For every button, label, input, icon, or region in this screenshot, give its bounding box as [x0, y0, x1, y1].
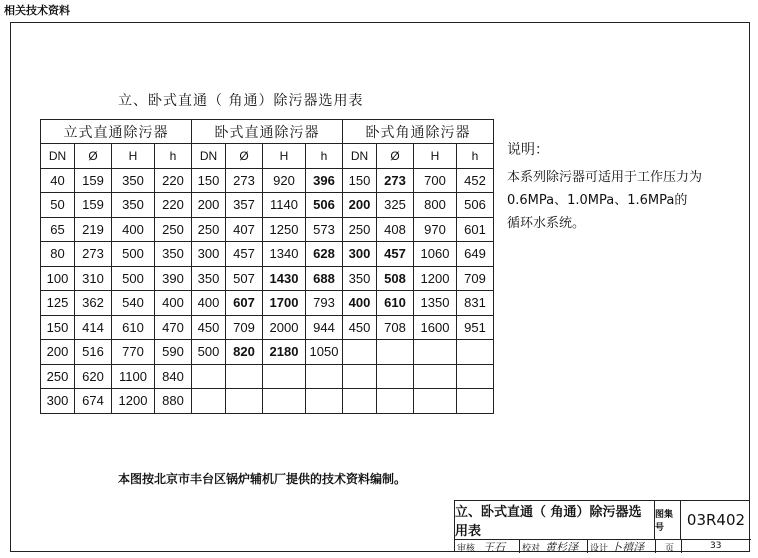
- table-cell: 700: [414, 168, 457, 193]
- table-cell: 400: [343, 291, 377, 316]
- table-cell: [457, 389, 494, 414]
- table-cell: 457: [377, 242, 414, 267]
- atlas-label: 图集号: [655, 501, 681, 539]
- table-cell: [263, 389, 306, 414]
- table-cell: 300: [343, 242, 377, 267]
- table-cell: [414, 389, 457, 414]
- table-cell: [343, 364, 377, 389]
- table-cell: 2180: [263, 340, 306, 365]
- title-block: [454, 500, 750, 552]
- table-title: 立、卧式直通（ 角通）除污器选用表: [118, 93, 364, 109]
- column-header: H: [414, 144, 457, 169]
- table-cell: 159: [75, 193, 112, 218]
- table-cell: 820: [226, 340, 263, 365]
- table-cell: [414, 340, 457, 365]
- table-cell: 1350: [414, 291, 457, 316]
- review-signature: 王石: [483, 541, 505, 554]
- table-cell: 150: [343, 168, 377, 193]
- table-cell: 357: [226, 193, 263, 218]
- table-row: [41, 193, 494, 218]
- table-cell: 125: [41, 291, 75, 316]
- table-cell: 1250: [263, 217, 306, 242]
- table-cell: [226, 389, 263, 414]
- table-cell: 610: [112, 315, 155, 340]
- table-cell: 350: [343, 266, 377, 291]
- table-cell: 2000: [263, 315, 306, 340]
- check-label: 校对: [522, 544, 541, 554]
- table-cell: 516: [75, 340, 112, 365]
- table-cell: 590: [155, 340, 192, 365]
- table-cell: 1430: [263, 266, 306, 291]
- table-cell: 1600: [414, 315, 457, 340]
- table-cell: 150: [41, 315, 75, 340]
- page-label: 页: [665, 544, 675, 554]
- divider: [519, 540, 520, 553]
- table-cell: 150: [192, 168, 226, 193]
- table-cell: 880: [155, 389, 192, 414]
- table-cell: 1050: [306, 340, 343, 365]
- group-header: 卧式角通除污器: [343, 120, 494, 144]
- table-cell: 65: [41, 217, 75, 242]
- table-cell: 250: [155, 217, 192, 242]
- table-cell: 709: [226, 315, 263, 340]
- divider: [655, 540, 656, 553]
- table-cell: 350: [112, 168, 155, 193]
- table-cell: 250: [343, 217, 377, 242]
- table-cell: 220: [155, 193, 192, 218]
- design-signature: 卜禧泽: [611, 541, 644, 554]
- design-label: 设计: [590, 544, 609, 554]
- table-cell: 350: [192, 266, 226, 291]
- table-cell: [192, 389, 226, 414]
- table-cell: [192, 364, 226, 389]
- table-cell: 300: [41, 389, 75, 414]
- table-cell: 407: [226, 217, 263, 242]
- table-cell: 408: [377, 217, 414, 242]
- table-cell: 1340: [263, 242, 306, 267]
- group-header: 卧式直通除污器: [192, 120, 343, 144]
- divider: [681, 540, 682, 553]
- check-signature: 黄杉泽: [545, 541, 578, 554]
- notes-line: 循环水系统。: [507, 216, 586, 231]
- table-cell: [414, 364, 457, 389]
- table-cell: [377, 364, 414, 389]
- table-row: [41, 315, 494, 340]
- table-cell: 793: [306, 291, 343, 316]
- table-cell: 450: [192, 315, 226, 340]
- table-cell: 219: [75, 217, 112, 242]
- table-row: [41, 242, 494, 267]
- table-cell: 396: [306, 168, 343, 193]
- table-cell: 1140: [263, 193, 306, 218]
- table-cell: 300: [192, 242, 226, 267]
- atlas-number: 03R402: [686, 511, 746, 529]
- table-cell: 250: [192, 217, 226, 242]
- table-cell: 400: [112, 217, 155, 242]
- table-cell: 457: [226, 242, 263, 267]
- table-cell: 273: [75, 242, 112, 267]
- table-cell: 500: [112, 242, 155, 267]
- table-cell: 80: [41, 242, 75, 267]
- table-cell: 470: [155, 315, 192, 340]
- table-cell: 40: [41, 168, 75, 193]
- table-cell: 540: [112, 291, 155, 316]
- table-cell: 508: [377, 266, 414, 291]
- table-cell: 100: [41, 266, 75, 291]
- table-cell: 414: [75, 315, 112, 340]
- table-cell: 709: [457, 266, 494, 291]
- table-cell: 220: [155, 168, 192, 193]
- table-row: [41, 266, 494, 291]
- table-cell: 620: [75, 364, 112, 389]
- table-cell: 970: [414, 217, 457, 242]
- table-cell: 200: [192, 193, 226, 218]
- table-cell: [306, 389, 343, 414]
- table-cell: 840: [155, 364, 192, 389]
- table-cell: 800: [414, 193, 457, 218]
- table-cell: [226, 364, 263, 389]
- table-cell: 273: [377, 168, 414, 193]
- table-cell: 506: [457, 193, 494, 218]
- column-header: Ø: [226, 144, 263, 169]
- signature-row: [455, 539, 751, 553]
- table-cell: 500: [192, 340, 226, 365]
- table-cell: 273: [226, 168, 263, 193]
- table-cell: [263, 364, 306, 389]
- table-cell: 770: [112, 340, 155, 365]
- notes-line: 0.6MPa、1.0MPa、1.6MPa的: [507, 193, 688, 208]
- table-cell: 350: [155, 242, 192, 267]
- header-note: 相关技术资料: [4, 4, 70, 17]
- table-cell: 1100: [112, 364, 155, 389]
- table-cell: 610: [377, 291, 414, 316]
- table-cell: 325: [377, 193, 414, 218]
- notes-line: 本系列除污器可适用于工作压力为: [507, 170, 703, 185]
- table-row: [41, 389, 494, 414]
- table-cell: 310: [75, 266, 112, 291]
- table-cell: 573: [306, 217, 343, 242]
- table-cell: 674: [75, 389, 112, 414]
- table-row: [41, 217, 494, 242]
- table-cell: [377, 389, 414, 414]
- table-cell: 601: [457, 217, 494, 242]
- table-cell: 507: [226, 266, 263, 291]
- table-cell: 688: [306, 266, 343, 291]
- table-cell: 200: [343, 193, 377, 218]
- notes-title: 说明：: [507, 142, 549, 158]
- column-header: H: [112, 144, 155, 169]
- table-cell: [377, 340, 414, 365]
- divider: [587, 540, 588, 553]
- table-cell: 708: [377, 315, 414, 340]
- table-cell: 649: [457, 242, 494, 267]
- table-row: [41, 340, 494, 365]
- table-cell: 920: [263, 168, 306, 193]
- table-cell: 50: [41, 193, 75, 218]
- table-cell: 159: [75, 168, 112, 193]
- column-header: h: [457, 144, 494, 169]
- column-header: Ø: [377, 144, 414, 169]
- table-cell: 400: [155, 291, 192, 316]
- table-cell: [457, 340, 494, 365]
- column-header: h: [155, 144, 192, 169]
- table-cell: 1200: [112, 389, 155, 414]
- table-cell: 831: [457, 291, 494, 316]
- table-cell: 250: [41, 364, 75, 389]
- review-label: 审核: [457, 544, 476, 554]
- table-row: [41, 364, 494, 389]
- page-number: 33: [710, 541, 722, 551]
- notes-block: [507, 139, 707, 235]
- column-header: DN: [192, 144, 226, 169]
- table-cell: 1700: [263, 291, 306, 316]
- source-note: 本图按北京市丰台区锅炉辅机厂提供的技术资料编制。: [118, 472, 407, 486]
- table-cell: 607: [226, 291, 263, 316]
- table-cell: 1060: [414, 242, 457, 267]
- table-cell: 400: [192, 291, 226, 316]
- table-cell: [457, 364, 494, 389]
- table-cell: 450: [343, 315, 377, 340]
- column-header: DN: [343, 144, 377, 169]
- table-cell: 390: [155, 266, 192, 291]
- table-row: [41, 168, 494, 193]
- table-cell: 944: [306, 315, 343, 340]
- column-header: Ø: [75, 144, 112, 169]
- table-cell: [306, 364, 343, 389]
- drawing-name: 立、卧式直通（ 角通）除污器选用表: [455, 501, 655, 539]
- column-header: DN: [41, 144, 75, 169]
- table-row: [41, 291, 494, 316]
- column-header: H: [263, 144, 306, 169]
- table-cell: [343, 389, 377, 414]
- table-cell: 452: [457, 168, 494, 193]
- table-cell: [343, 340, 377, 365]
- table-body: [41, 168, 494, 413]
- table-cell: 628: [306, 242, 343, 267]
- selection-table: [40, 119, 494, 414]
- group-header: 立式直通除污器: [41, 120, 192, 144]
- group-header-row: [41, 120, 494, 144]
- table-cell: 951: [457, 315, 494, 340]
- column-header: h: [306, 144, 343, 169]
- column-header-row: [41, 144, 494, 169]
- table-cell: 350: [112, 193, 155, 218]
- table-cell: 200: [41, 340, 75, 365]
- table-cell: 362: [75, 291, 112, 316]
- table-cell: 1200: [414, 266, 457, 291]
- table-cell: 506: [306, 193, 343, 218]
- table-cell: 500: [112, 266, 155, 291]
